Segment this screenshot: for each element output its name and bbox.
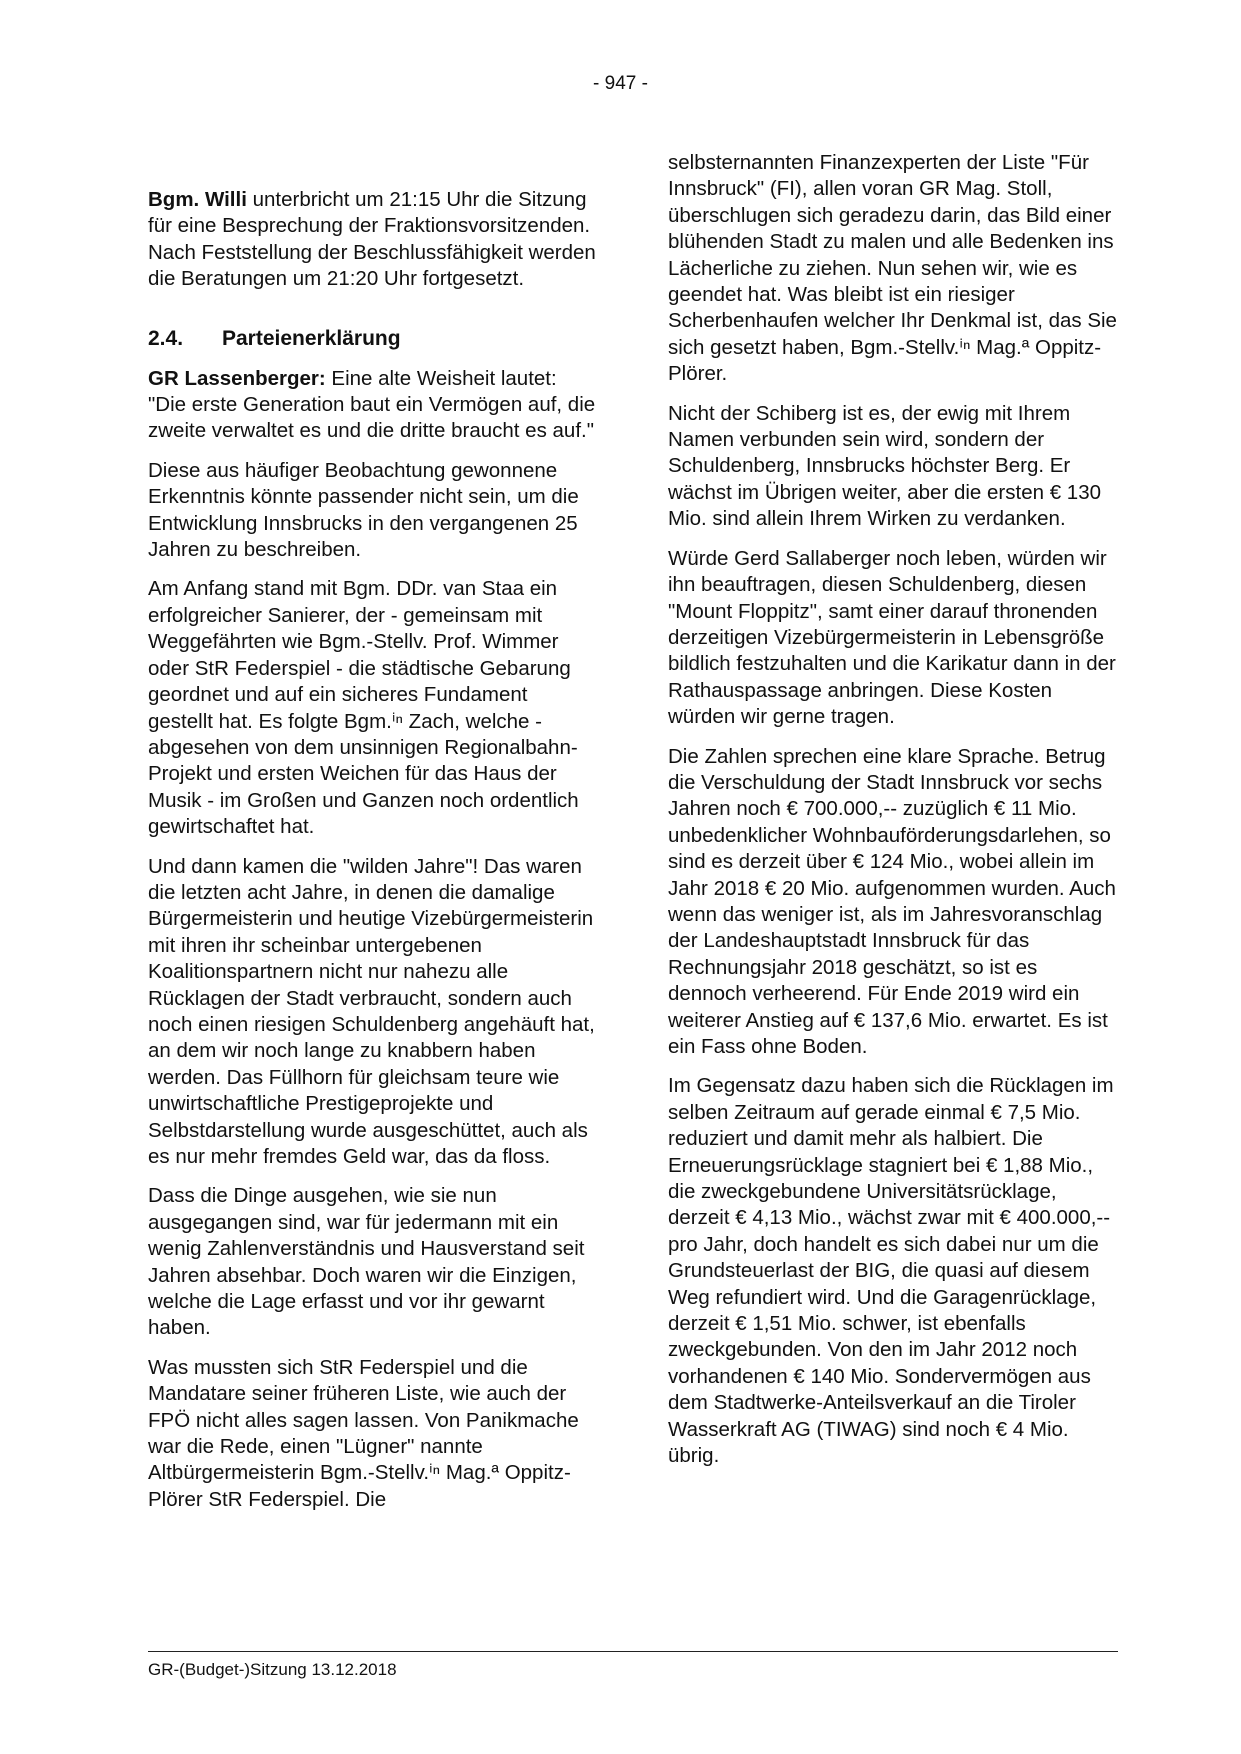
paragraph: Und dann kamen die "wilden Jahre"! Das waren die letzten acht Jahre, in denen die damalige Bürgermeisterin und heutige Vizebürgermeisterin mit ihren ihr scheinbar untergebenen Koalitionspartnern nicht nur nahezu alle Rücklagen der Stadt verbraucht, sondern auch noch einen riesigen Schuldenberg angehäuft hat, an dem wir noch lange zu knabbern haben werden. Das Füllhorn für gleichsam teure wie unwirtschaftliche Prestigeprojekte und Selbstdarstellung wurde ausgeschüttet, auch als es nur mehr fremdes Geld war, das da floss. xyxy=(148,854,595,1168)
paragraph-speech-opening xyxy=(148,366,598,445)
section-number: 2.4. xyxy=(148,326,184,350)
paragraph: Die Zahlen sprechen eine klare Sprache. Betrug die Verschuldung der Stadt Innsbruck vor sechs Jahren noch € 700.000,-- zuzüglich € 11 Mio. unbedenklicher Wohnbauförderungsdarlehen, so sind es derzeit über € 124 Mio., wobei allein im Jahr 2018 € 20 Mio. aufgenommen wurden. Auch wenn das weniger ist, als im Jahresvoranschlag der Landeshauptstadt Innsbruck für das Rechnungsjahr 2018 geschätzt, so ist es dennoch verheerend. Für Ende 2019 wird ein weiterer Anstieg auf € 137,6 Mio. erwartet. Es ist ein Fass ohne Boden. xyxy=(668,744,1116,1058)
paragraph-text: Eine alte Weisheit lautet: "Die erste Generation baut ein Vermögen auf, die zweite verwaltet es und die dritte braucht es auf." xyxy=(148,366,596,443)
footer-divider xyxy=(148,1651,1118,1652)
paragraph-interruption xyxy=(148,187,598,293)
paragraph: Dass die Dinge ausgehen, wie sie nun ausgegangen sind, war für jedermann mit ein wenig Zahlenverständnis und Hausverstand seit Jahren absehbar. Doch waren wir die Einzigen, welche die Lage erfasst und vor ihr gewarnt haben. xyxy=(148,1184,585,1340)
paragraph-text: unterbricht um 21:15 Uhr die Sitzung für eine Besprechung der Fraktionsvorsitzenden. Nach Feststellung der Beschlussfähigkeit werden die Beratungen um 21:20 Uhr fortgesetzt. xyxy=(148,188,596,291)
speaker-name: GR Lassenberger: xyxy=(148,366,326,390)
paragraph: Nicht der Schiberg ist es, der ewig mit Ihrem Namen verbunden sein wird, sondern der Schuldenberg, Innsbrucks höchster Berg. Er wächst im Übrigen weiter, aber die ersten € 130 Mio. sind allein Ihrem Wirken zu verdanken. xyxy=(668,401,1102,531)
right-column xyxy=(668,150,1118,1483)
paragraph: Im Gegensatz dazu haben sich die Rücklagen im selben Zeitraum auf gerade einmal € 7,5 Mio. reduziert und damit mehr als halbiert. Die Erneuerungsrücklage stagniert bei € 1,88 Mio., die zweckgebundene Universitätsrücklage, derzeit € 4,13 Mio., wächst zwar mit € 400.000,-- pro Jahr, doch handelt es sich dabei nur um die Grundsteuerlast der BIG, die quasi auf diesem Weg refundiert wird. Und die Garagenrücklage, derzeit € 1,51 Mio. schwer, ist ebenfalls zweckgebunden. Von den im Jahr 2012 noch vorhandenen € 140 Mio. Sondervermögen aus dem Stadtwerke-Anteilsverkauf an die Tiroler Wasserkraft AG (TIWAG) sind noch € 4 Mio. übrig. xyxy=(668,1074,1114,1468)
paragraph: selbsternannten Finanzexperten der Liste "Für Innsbruck" (FI), allen voran GR Mag. Stoll, überschlugen sich geradezu darin, das Bild einer blühenden Stadt zu malen und alle Bedenken ins Lächerliche zu ziehen. Nun sehen wir, wie es geendet hat. Was bleibt ist ein riesiger Scherbenhaufen welcher Ihr Denkmal ist, das Sie sich gesetzt haben, Bgm.-Stellv.ⁱⁿ Mag.ª Oppitz-Plörer. xyxy=(668,151,1117,386)
section-title: Parteienerklärung xyxy=(222,326,401,350)
footer-session-label: GR-(Budget-)Sitzung 13.12.2018 xyxy=(148,1660,397,1679)
section-heading xyxy=(148,326,598,352)
paragraph: Würde Gerd Sallaberger noch leben, würden wir ihn beauftragen, diesen Schuldenberg, diesen "Mount Floppitz", samt einer darauf thronenden derzeitigen Vizebürgermeisterin in Lebensgröße bildlich festzuhalten und die Karikatur dann in der Rathauspassage anbringen. Diese Kosten würden wir gerne tragen. xyxy=(668,546,1116,729)
paragraph: Was mussten sich StR Federspiel und die Mandatare seiner früheren Liste, wie auch der FPÖ nicht alles sagen lassen. Von Panikmache war die Rede, einen "Lügner" nannte Altbürgermeisterin Bgm.-Stellv.ⁱⁿ Mag.ª Oppitz-Plörer StR Federspiel. Die xyxy=(148,1355,579,1511)
page-number: - 947 - xyxy=(593,73,648,94)
paragraph: Diese aus häufiger Beobachtung gewonnene Erkenntnis könnte passender nicht sein, um die Entwicklung Innsbrucks in den vergangenen 25 Jahren zu beschreiben. xyxy=(148,458,579,562)
left-column xyxy=(148,187,598,1526)
paragraph: Am Anfang stand mit Bgm. DDr. van Staa ein erfolgreicher Sanierer, der - gemeinsam mit Weggefährten wie Bgm.-Stellv. Prof. Wimmer oder StR Federspiel - die städtische Gebarung geordnet und auf ein sicheres Fundament gestellt hat. Es folgte Bgm.ⁱⁿ Zach, welche - abgesehen von dem unsinnigen Regionalbahn-Projekt und ersten Weichen für das Haus der Musik - im Großen und Ganzen noch ordentlich gewirtschaftet hat. xyxy=(148,577,579,839)
speaker-name: Bgm. Willi xyxy=(148,188,247,211)
